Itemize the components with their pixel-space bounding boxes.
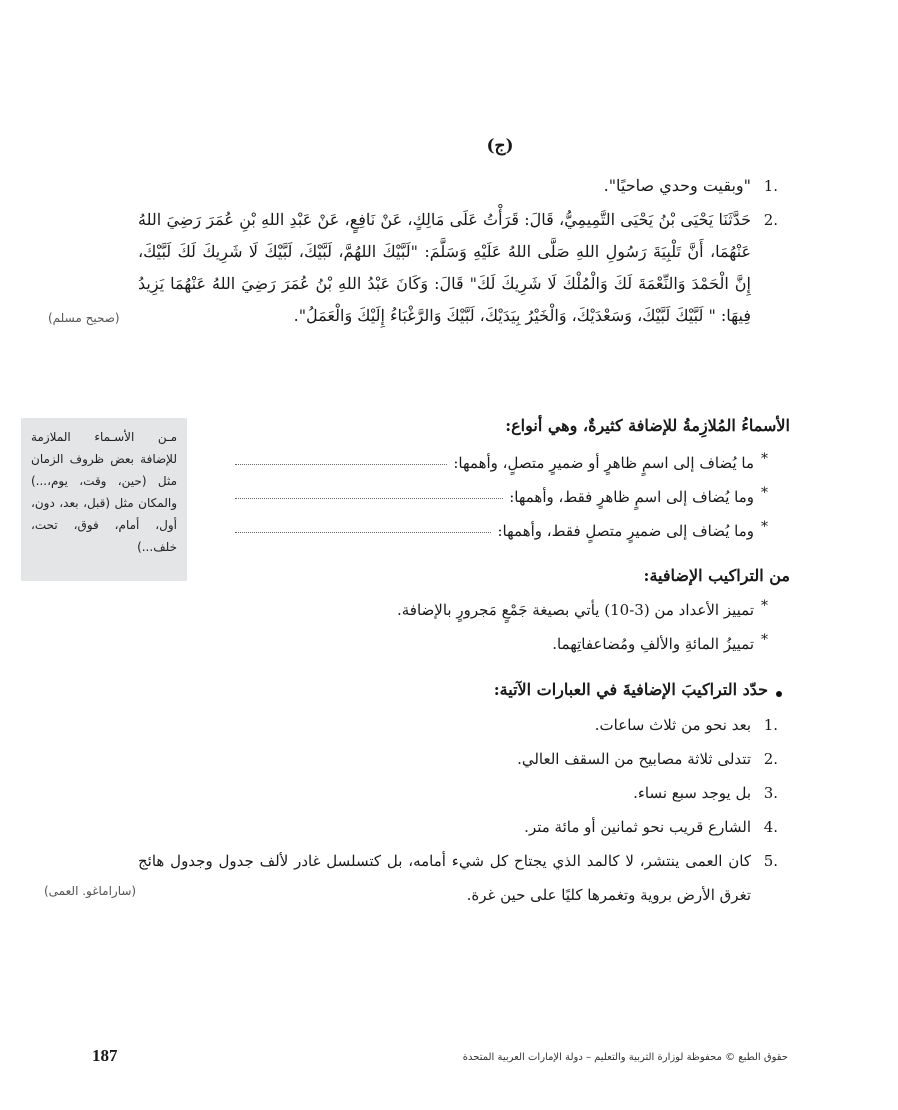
- item-number: 3.: [763, 784, 778, 802]
- list-item: [208, 514, 768, 548]
- constructs-heading: من التراكيب الإضافية:: [643, 566, 790, 585]
- item-number: 1.: [763, 716, 778, 734]
- item-number: 2.: [763, 211, 778, 229]
- list-item: [208, 593, 768, 627]
- list-item: [44, 844, 778, 912]
- hadith-text: حَدَّثَنَا يَحْيَى بْنُ يَحْيَى التَّمِيمِيُّ، قَالَ: قَرَأْتُ عَلَى مَالِكٍ، عَنْ نَافِعٍ، عَنْ عَبْدِ اللهِ بْنِ عُمَرَ رَضِيَ اللهُ عَنْهُمَا، أَنَّ تَلْبِيَةَ رَسُولِ اللهِ صَلَّى اللهُ عَلَيْهِ وَسَلَّمَ: "لَبَّيْكَ اللهُمَّ، لَبَّيْكَ، لَبَّيْكَ لَا شَرِيكَ لَكَ لَبَّيْكَ، إِنَّ الْحَمْدَ وَالنِّعْمَةَ لَكَ وَالْمُلْكَ لَا شَرِيكَ لَكَ" قَالَ: وَكَانَ عَبْدُ اللهِ بْنُ عُمَرَ رَضِيَ اللهُ عَنْهُمَا يَزِيدُ فِيهَا: " لَبَّيْكَ لَبَّيْكَ، وَسَعْدَيْكَ، وَالْخَيْرُ بِيَدَيْكَ، لَبَّيْكَ وَالرَّغْبَاءُ إِلَيْكَ وَالْعَمَلُ".: [138, 210, 751, 325]
- item-text: وما يُضاف إلى اسمٍ ظاهرٍ فقط، وأهمها:: [509, 488, 754, 506]
- list-item: [48, 204, 778, 332]
- list-item: [138, 708, 778, 742]
- item-text: تمييز الأعداد من (3-10) يأتي بصيغة جَمْعٍ مَجرورٍ بالإضافة.: [396, 601, 754, 619]
- list-item: [138, 742, 778, 776]
- sidebar-note-text: مـن الأسـماء الملازمة للإضافة بعض ظروف الزمان مثل (حين، وقت، يوم،...) والمكان مثل (قبل، بعد، دون، أول، أمام، فوق، تحت، خلف...): [31, 430, 177, 554]
- item-text: بل يوجد سبع نساء.: [633, 784, 751, 802]
- quotes-list: [48, 170, 778, 332]
- item-text: الشارع قريب نحو ثمانين أو مائة متر.: [524, 818, 751, 836]
- asterisk-icon: *: [761, 598, 768, 614]
- hadith-source: (صحيح مسلم): [48, 311, 120, 325]
- quote-source: (ساراماغو. العمى): [44, 884, 137, 898]
- blank-line[interactable]: [235, 464, 447, 465]
- list-item: [138, 170, 778, 204]
- item-text: تمييزُ المائةِ والألفِ ومُضاعفاتِهما.: [552, 635, 754, 653]
- list-item: [208, 446, 768, 480]
- item-text: تتدلى ثلاثة مصابيح من السقف العالي.: [517, 750, 751, 768]
- blank-line[interactable]: [235, 498, 503, 499]
- item-number: 5.: [763, 852, 778, 870]
- item-number: 1.: [763, 177, 778, 195]
- item-text: ما يُضاف إلى اسمٍ ظاهرٍ أو ضميرٍ متصلٍ، وأهمها:: [453, 454, 754, 472]
- list-item: [208, 627, 768, 661]
- nouns-heading: الأسماءُ المُلازِمةُ للإضافة كثيرةٌ، وهي أنواع:: [505, 416, 790, 435]
- exercise-heading: حدّد التراكيبَ الإضافيةَ في العبارات الآتية:: [493, 680, 768, 699]
- nouns-list: [208, 446, 768, 548]
- blank-line[interactable]: [235, 532, 491, 533]
- item-text: "وبقيت وحدي صاحيًا".: [603, 176, 751, 195]
- item-number: 2.: [763, 750, 778, 768]
- list-item: [138, 810, 778, 844]
- asterisk-icon: *: [761, 519, 768, 535]
- asterisk-icon: *: [761, 451, 768, 467]
- section-label: (ج): [486, 136, 514, 156]
- item-text: بعد نحو من ثلاث ساعات.: [594, 716, 751, 734]
- page-number: 187: [92, 1046, 118, 1065]
- item-number: 4.: [763, 818, 778, 836]
- list-item: [208, 480, 768, 514]
- sidebar-note: [21, 418, 187, 581]
- asterisk-icon: *: [761, 485, 768, 501]
- copyright-notice: حقوق الطبع © محفوظة لوزارة التربية والتعليم – دولة الإمارات العربية المتحدة: [462, 1052, 788, 1063]
- asterisk-icon: *: [761, 632, 768, 648]
- list-item: [138, 776, 778, 810]
- item-text: كان العمى ينتشر، لا كالمد الذي يجتاح كل شيء أمامه، بل كتسلسل غادر لألف جدول وجدول هائج تغرق الأرض بروية وتغمرها كليًا على حين غرة.: [138, 852, 751, 904]
- item-text: وما يُضاف إلى ضميرٍ متصلٍ فقط، وأهمها:: [497, 522, 754, 540]
- bullet-dot-icon: [776, 683, 786, 693]
- exercise-list: [44, 708, 778, 912]
- constructs-list: [208, 593, 768, 661]
